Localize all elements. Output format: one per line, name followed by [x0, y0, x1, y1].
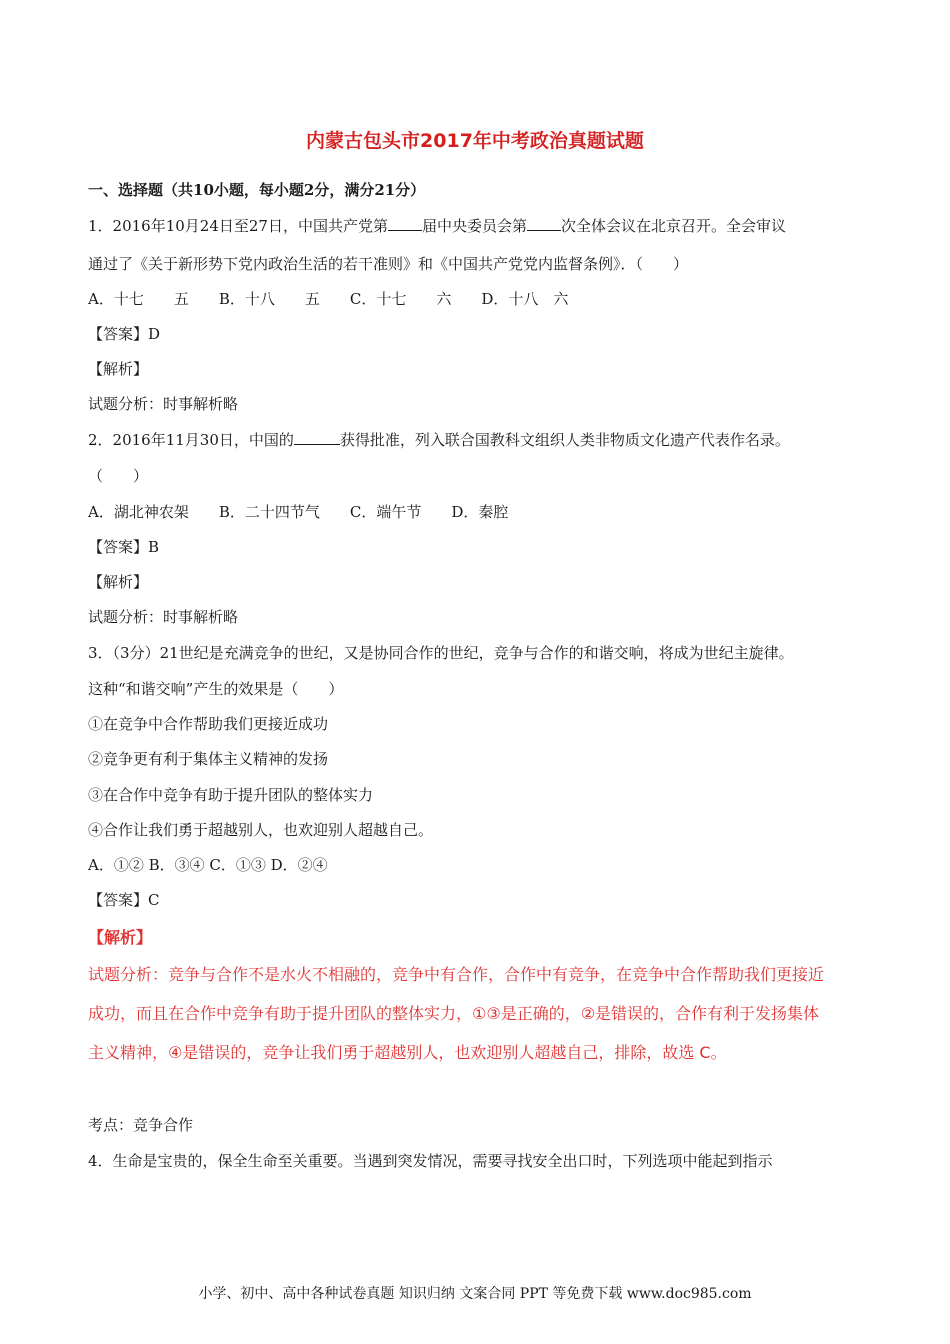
q2-blank: [294, 430, 340, 445]
question-2-analysis: 试题分析：时事解析略: [88, 608, 239, 626]
question-3-analysis-line-2: 成功，而且在合作中竞争有助于提升团队的整体实力，①③是正确的，②是错误的，合作有利于发扬集体: [88, 1004, 820, 1023]
question-3-item-2: ②竞争更有利于集体主义精神的发扬: [88, 750, 329, 768]
page-footer: 小学、初中、高中各种试卷真题 知识归纳 文案合同 PPT 等免费下载 www.doc985.com: [198, 1286, 752, 1302]
question-3-analysis-line-1: 试题分析：竞争与合作不是水火不相融的，竞争中有合作，合作中有竞争，在竞争中合作帮助我们更接近: [88, 965, 825, 984]
question-2-line-2: （ ）: [88, 467, 149, 485]
question-3-analysis-line-3: 主义精神，④是错误的，竞争让我们勇于超越别人，也欢迎别人超越自己，排除，故选 C。: [88, 1043, 727, 1062]
question-2-answer: 【答案】B: [88, 538, 160, 556]
section-header: 一、选择题（共10小题，每小题2分，满分21分）: [88, 181, 426, 199]
question-3-line-2: 这种“和谐交响”产生的效果是（ ）: [88, 680, 344, 698]
q2-text-a: 2．2016年11月30日，中国的: [88, 431, 294, 449]
question-3-item-3: ③在合作中竞争有助于提升团队的整体实力: [88, 786, 374, 804]
question-3-answer: 【答案】C: [88, 891, 160, 909]
question-3-kaodian: 考点：竞争合作: [88, 1116, 194, 1134]
question-2-analysis-label: 【解析】: [88, 573, 149, 591]
q1-text-c: 次全体会议在北京召开。全会审议: [561, 217, 787, 235]
q1-text-a: 1．2016年10月24日至27日，中国共产党第: [88, 217, 388, 235]
q1-text-b: 届中央委员会第: [421, 217, 527, 235]
question-2-options: A．湖北神农架 B．二十四节气 C．端午节 D．秦腔: [88, 503, 509, 521]
question-1-line-2: 通过了《关于新形势下党内政治生活的若干准则》和《中国共产党党内监督条例》．（ ）: [88, 255, 689, 273]
page-title: 内蒙古包头市2017年中考政治真题试题: [306, 130, 644, 152]
question-1-analysis: 试题分析：时事解析略: [88, 395, 239, 413]
q2-text-b: 获得批准，列入联合国教科文组织人类非物质文化遗产代表作名录。: [339, 431, 790, 449]
question-1-line-1: [88, 216, 786, 236]
question-3-line-1: 3．（3分）21世纪是充满竞争的世纪，又是协同合作的世纪，竞争与合作的和谐交响，将成为世纪主旋律。: [88, 644, 794, 662]
question-1-analysis-label: 【解析】: [88, 360, 149, 378]
question-3-options: A．①② B．③④ C．①③ D．②④: [88, 856, 328, 874]
question-1-options: A．十七 五 B．十八 五 C．十七 六 D．十八 六: [88, 290, 569, 308]
question-3-item-4: ④合作让我们勇于超越别人，也欢迎别人超越自己。: [88, 821, 434, 839]
question-4-line-1: 4．生命是宝贵的，保全生命至关重要。当遇到突发情况，需要寻找安全出口时，下列选项中能起到指示: [88, 1152, 773, 1170]
question-3-item-1: ①在竞争中合作帮助我们更接近成功: [88, 715, 329, 733]
question-3-analysis-label: 【解析】: [88, 928, 153, 947]
q1-blank-1: [388, 216, 422, 231]
q1-blank-2: [527, 216, 561, 231]
question-2-line-1: [88, 430, 790, 450]
question-1-answer: 【答案】D: [88, 325, 161, 343]
